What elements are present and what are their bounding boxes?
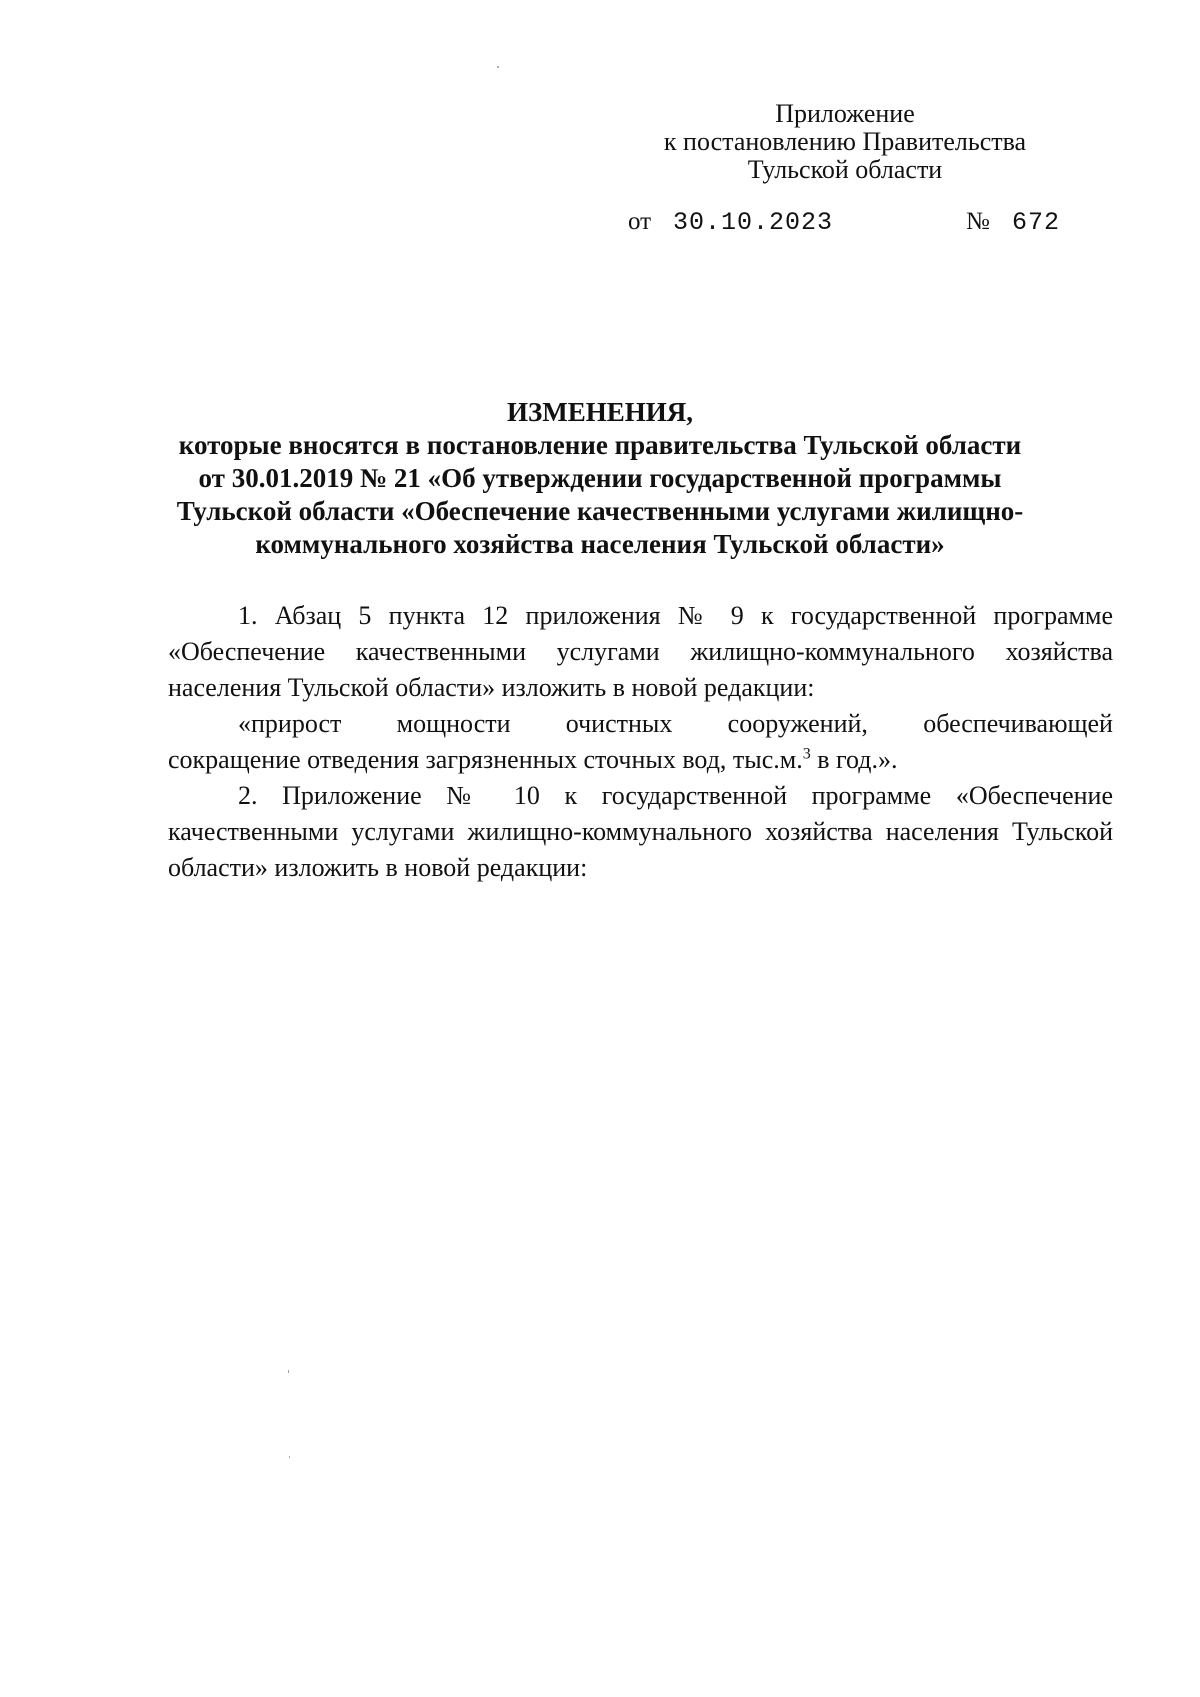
date-number-line: [628, 208, 1068, 242]
date-prefix: от: [628, 208, 652, 235]
paragraph-2: 2. Приложение № 10 к государственной программе «Обеспечение качественными услугами жилищно-коммунального хозяйства населения Тульской области» изложить в новой редакции:: [168, 781, 1113, 882]
document-body: [168, 598, 1113, 886]
quote-word: «прирост: [238, 709, 342, 738]
quote-word: обеспечивающей: [923, 709, 1113, 738]
title-line: коммунального хозяйства населения Тульской области»: [255, 529, 945, 559]
number-sign: №: [966, 208, 990, 235]
scan-speck: [289, 1456, 290, 1458]
appendix-header: [600, 100, 1090, 184]
appendix-region: Тульской области: [747, 155, 943, 184]
superscript-cubic: 3: [802, 745, 811, 763]
quoted-text-line2: [168, 742, 1113, 778]
quote-word: мощности: [396, 709, 511, 738]
document-date: 30.10.2023: [673, 208, 834, 237]
title-line: Тульской области «Обеспечение качественными услугами жилищно-: [176, 496, 1024, 526]
quote-text: сокращение отведения загрязненных сточных вод, тыс.м.: [168, 745, 803, 774]
title-heading: ИЗМЕНЕНИЯ,: [506, 397, 693, 427]
title-line: которые вносятся в постановление правительства Тульской области: [178, 430, 1022, 460]
quote-word: сооружений,: [727, 709, 868, 738]
quote-text-end: в год.».: [810, 745, 898, 774]
scan-speck: [288, 1370, 289, 1373]
quoted-text-line1: [168, 706, 1113, 742]
appendix-title: Приложение: [775, 99, 915, 128]
scan-speck: [497, 66, 499, 68]
document-number: 672: [1012, 208, 1061, 237]
document-title: [150, 396, 1050, 561]
paragraph-1: 1. Абзац 5 пункта 12 приложения № 9 к государственной программе «Обеспечение качественными услугами жилищно-коммунального хозяйства населения Тульской области» изложить в новой редакции:: [168, 601, 1113, 702]
quote-word: очистных: [565, 709, 673, 738]
title-line: от 30.01.2019 № 21 «Об утверждении государственной программы: [198, 463, 1002, 493]
appendix-reference: к постановлению Правительства: [663, 127, 1027, 156]
